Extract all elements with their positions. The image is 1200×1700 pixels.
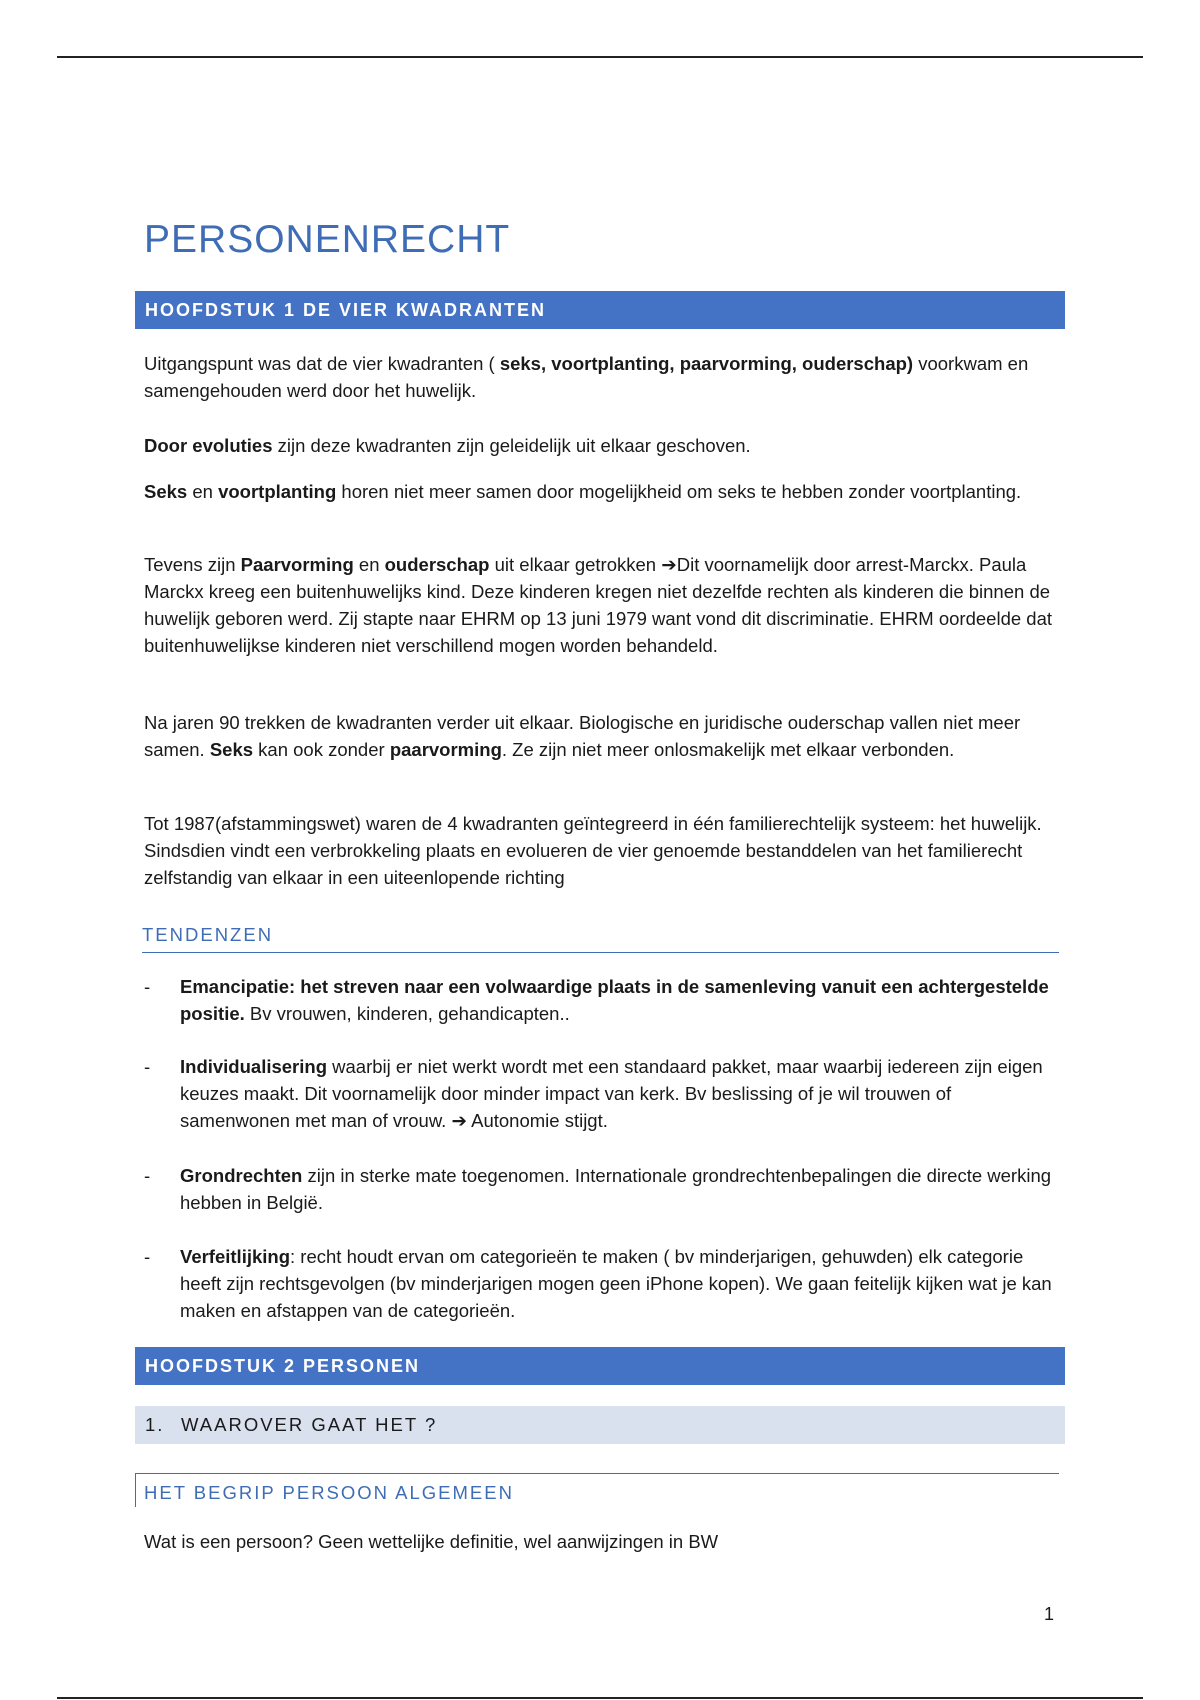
list-item: - Emancipatie: het streven naar een volwaardige plaats in de samenleving vanuit een achtergestelde positie. Bv vrouwen, kinderen, gehandicapten.. [144, 973, 1064, 1027]
paragraph-seks-voortplanting: Seks en voortplanting horen niet meer samen door mogelijkheid om seks te hebben zonder voortplanting. [144, 481, 1022, 502]
footer-rule [57, 1697, 1143, 1699]
list-item: - Grondrechten zijn in sterke mate toegenomen. Internationale grondrechtenbepalingen die directe werking hebben in België. [144, 1162, 1064, 1216]
paragraph-jaren-90: Na jaren 90 trekken de kwadranten verder uit elkaar. Biologische en juridische ouderschap vallen niet meer samen. Seks kan ook zonder paarvorming. Ze zijn niet meer onlosmakelijk met elkaar verbonden. [144, 712, 1021, 760]
header-rule [57, 56, 1143, 58]
chapter-2-heading: HOOFDSTUK 2 PERSONEN [135, 1347, 1065, 1385]
right-arrow-icon: ➔ [451, 1110, 467, 1131]
bullet-dash: - [144, 976, 151, 997]
list-item: - Verfeitlijking: recht houdt ervan om categorieën te maken ( bv minderjarigen, gehuwden) elk categorie heeft zijn rechtsgevolgen (bv minderjarigen mogen geen iPhone kopen). We gaan feitelijk kijken wat je kan maken en afstappen van de categorieën. [144, 1243, 1064, 1324]
section-heading-waarover: 1. WAAROVER GAAT HET ? [135, 1406, 1065, 1444]
paragraph-evoluties: Door evoluties zijn deze kwadranten zijn geleidelijk uit elkaar geschoven. [144, 435, 751, 456]
paragraph-wat-is-persoon: Wat is een persoon? Geen wettelijke definitie, wel aanwijzingen in BW [144, 1531, 719, 1552]
right-arrow-icon: ➔ [661, 554, 677, 575]
paragraph-marckx: Tevens zijn Paarvorming en ouderschap uit elkaar getrokken ➔Dit voornamelijk door arrest-Marckx. Paula Marckx kreeg een buitenhuwelijks kind. Deze kinderen kregen niet dezelfde rechten als kinderen die binnen de huwelijk geboren werd. Zij stapte naar EHRM op 13 juni 1979 want vond dit discriminatie. EHRM oordeelde dat buitenhuwelijkse kinderen niet verschillend mogen worden behandeld. [144, 554, 1052, 656]
paragraph-quadrants-intro: Uitgangspunt was dat de vier kwadranten ( seks, voortplanting, paarvorming, ouderschap) voorkwam en samengehouden werd door het huwelijk. [144, 353, 1029, 401]
section-heading-tendenzen: TENDENZEN [142, 924, 1059, 953]
document-title: PERSONENRECHT [144, 218, 511, 261]
bullet-dash: - [144, 1165, 151, 1186]
list-item: - Individualisering waarbij er niet werkt wordt met een standaard pakket, maar waarbij iedereen zijn eigen keuzes maakt. Dit voornamelijk door minder impact van kerk. Bv beslissing of je wil trouwen of samenwonen met man of vrouw. ➔ Autonomie stijgt. [144, 1053, 1064, 1134]
paragraph-afstammingswet: Tot 1987(afstammingswet) waren de 4 kwadranten geïntegreerd in één familierechtelijk systeem: het huwelijk. Sindsdien vindt een verbrokkeling plaats en evolueren de vier genoemde bestanddelen van het familierecht zelfstandig van elkaar in een uiteenlopende richting [144, 813, 1042, 888]
bullet-dash: - [144, 1056, 151, 1077]
bullet-dash: - [144, 1246, 151, 1267]
chapter-1-heading: HOOFDSTUK 1 DE VIER KWADRANTEN [135, 291, 1065, 329]
page-number: 1 [1044, 1604, 1055, 1624]
subsection-heading-begrip-persoon: HET BEGRIP PERSOON ALGEMEEN [135, 1473, 1059, 1507]
